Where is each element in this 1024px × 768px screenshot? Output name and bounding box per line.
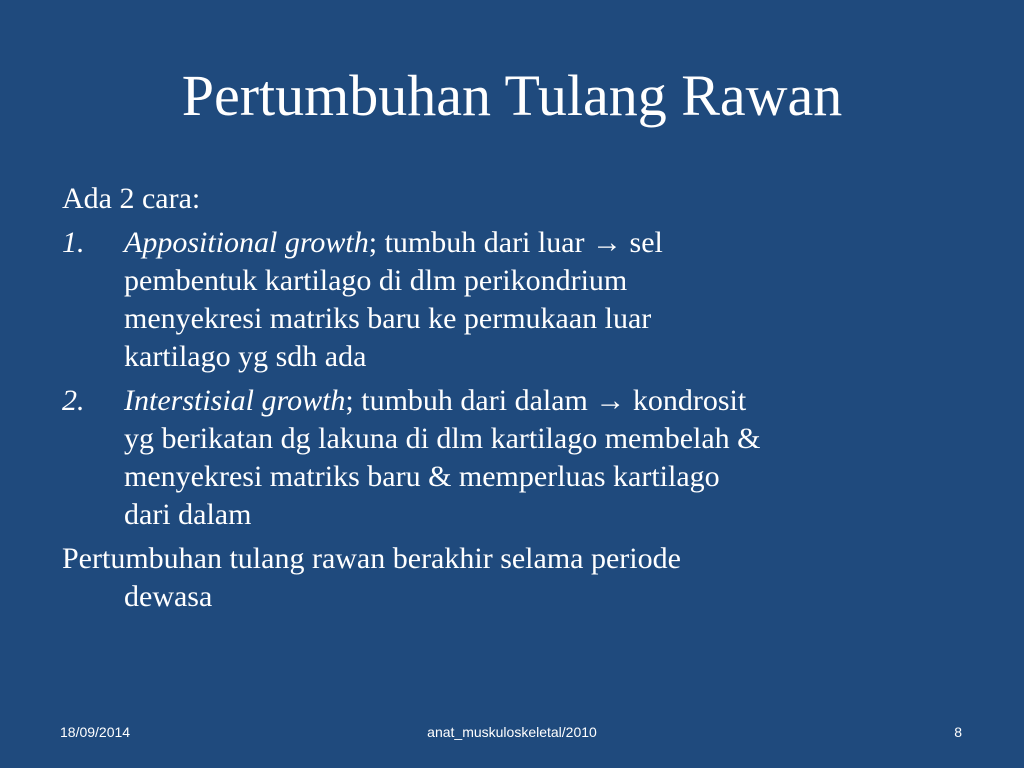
list-item-line: pembentuk kartilago di dlm perikondrium	[124, 264, 628, 297]
list-item-text: ; tumbuh dari luar → sel	[368, 226, 663, 259]
list-item-line	[124, 224, 982, 262]
growth-term: Appositional growth	[124, 226, 369, 259]
slide-title: Pertumbuhan Tulang Rawan	[181, 63, 843, 128]
growth-list	[62, 224, 982, 534]
list-item-line: menyekresi matriks baru ke permukaan luar	[124, 302, 652, 335]
closing-text	[62, 540, 982, 616]
list-number: 1.	[62, 226, 85, 259]
page-number: 8	[954, 724, 962, 740]
list-item	[62, 224, 982, 376]
footer-source: anat_muskuloskeletal/2010	[427, 724, 597, 740]
closing-line: Pertumbuhan tulang rawan berakhir selama periode	[62, 542, 681, 575]
list-number: 2.	[62, 384, 85, 417]
list-item-line: menyekresi matriks baru & memperluas kartilago	[124, 460, 720, 493]
slide-body	[62, 180, 982, 616]
list-item-line: dari dalam	[124, 498, 252, 531]
footer-date: 18/09/2014	[60, 724, 131, 740]
list-item-line: yg berikatan dg lakuna di dlm kartilago membelah &	[124, 422, 761, 455]
list-item-line	[124, 382, 982, 420]
closing-line: dewasa	[124, 580, 213, 613]
list-item-line: kartilago yg sdh ada	[124, 340, 367, 373]
list-item	[62, 382, 982, 534]
list-item-text: ; tumbuh dari dalam → kondrosit	[345, 384, 747, 417]
intro-text: Ada 2 cara:	[62, 182, 201, 215]
growth-term: Interstisial growth	[124, 384, 346, 417]
